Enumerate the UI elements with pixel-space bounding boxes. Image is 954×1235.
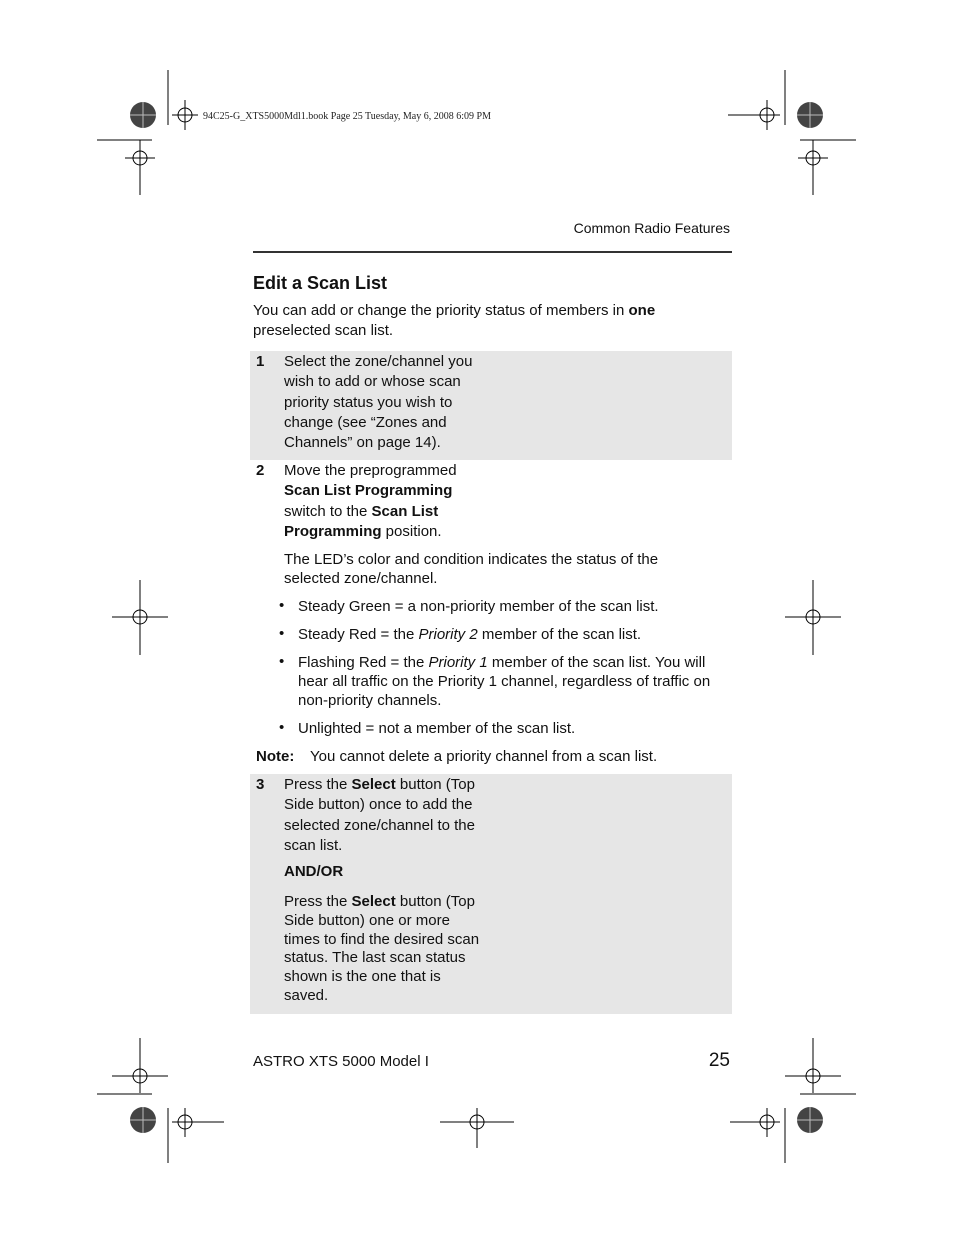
- running-head: Common Radio Features: [573, 220, 730, 236]
- bullet-marker: •: [279, 653, 285, 670]
- step-1-number: 1: [256, 353, 265, 370]
- bullet-flashing-red: Flashing Red = the Priority 1 member of the scan list. You will hear all traffic on the Priority 1 channel, regardless of traffic on non-priority channels.: [298, 654, 711, 709]
- header-rule: [253, 251, 732, 253]
- step-3-text-1: Press the Select button (Top Side button) once to add the selected zone/channel to the scan list.: [284, 776, 475, 854]
- print-info: 94C25-G_XTS5000Mdl1.book Page 25 Tuesday, May 6, 2008 6:09 PM: [203, 111, 491, 122]
- bullet-steady-red: Steady Red = the Priority 2 member of the scan list.: [298, 626, 642, 643]
- note-text: You cannot delete a priority channel from a scan list.: [310, 748, 658, 765]
- and-or-label: AND/OR: [284, 863, 344, 880]
- bullet-marker: •: [279, 625, 285, 642]
- footer-product-name: ASTRO XTS 5000 Model I: [253, 1053, 429, 1070]
- step-2-text: Move the preprogrammed Scan List Programming switch to the Scan List Programming position.: [284, 462, 457, 540]
- section-title: Edit a Scan List: [253, 273, 388, 293]
- step-3-text-2: Press the Select button (Top Side button) one or more times to find the desired scan status. The last scan status shown is the one that is saved.: [284, 893, 480, 1004]
- bullet-steady-green: Steady Green = a non-priority member of the scan list.: [298, 598, 659, 615]
- intro-paragraph: You can add or change the priority status of members in one preselected scan list.: [253, 302, 656, 339]
- bullet-marker: •: [279, 597, 285, 614]
- step-2-number: 2: [256, 462, 265, 479]
- bullet-marker: •: [279, 719, 285, 736]
- step-1-text: Select the zone/channel you wish to add or whose scan priority status you wish to change (see “Zones and Channels” on page 14).: [284, 353, 473, 452]
- bullet-unlighted: Unlighted = not a member of the scan list.: [298, 720, 576, 737]
- page-number: 25: [708, 1050, 730, 1071]
- step-3-number: 3: [256, 776, 265, 793]
- led-status-paragraph: The LED’s color and condition indicates the status of the selected zone/channel.: [284, 551, 659, 587]
- note-label: Note:: [256, 748, 295, 765]
